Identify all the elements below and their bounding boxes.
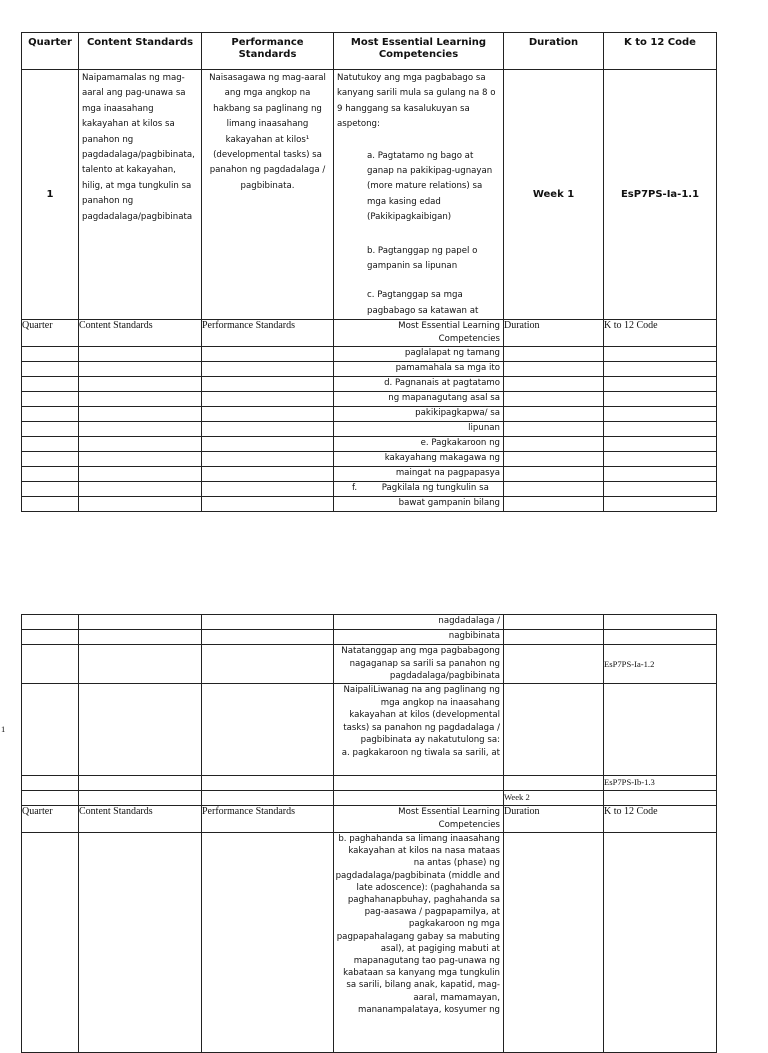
- competency-line: ng mapanagutang asal sa: [334, 392, 504, 407]
- header-code: K to 12 Code: [604, 33, 717, 70]
- table-row: [22, 833, 717, 1053]
- quarter-cell: 1: [22, 70, 79, 320]
- competency-line: lipunan: [334, 422, 504, 437]
- table-row: [22, 684, 717, 776]
- competency-table-1: [21, 32, 717, 512]
- table-row: [22, 407, 717, 422]
- header-duration: Duration: [504, 33, 604, 70]
- header-quarter: Quarter: [22, 33, 79, 70]
- repeat-header-quarter: Quarter: [22, 806, 79, 833]
- competency-line: e. Pagkakaroon ng: [334, 437, 504, 452]
- competency-text: b. paghahanda sa limang inaasahang kakayahan at kilos na nasa mataas na antas (phase) ng pagdadalaga/pagbibinata (middle and late adoscence): (paghahanda sa paghahanapbuhay, paghahanda sa pag-aasawa / pagpapamilya, at pagkakaroon ng mga pagpapahalagang gabay sa mabuting asal), at pagiging mabuti at mapanagutang tao pag-unawa ng kabataan sa kanyang mga tungkulin sa sarili, bilang anak, kapatid, mag-aaral, mamamayan, mananampalataya, kosyumer ng: [334, 833, 504, 1053]
- code-cell: EsP7PS-Ia-1.1: [604, 70, 717, 320]
- code-cell: EsP7PS-Ia-1.2: [604, 645, 717, 684]
- table-row: [22, 776, 717, 791]
- header-content-standards: Content Standards: [79, 33, 202, 70]
- table-row: [22, 422, 717, 437]
- table-row: [22, 630, 717, 645]
- content-standards-cell: Naipamamalas ng mag-aaral ang pag-unawa sa mga inaasahang kakayahan at kilos sa panahon ng pagdadalaga/pagbibinata, talento at kakayahan, hilig, at mga tungkulin sa panahon ng pagdadalaga/pagbibinata: [79, 70, 202, 320]
- code-cell: EsP7PS-Ib-1.3: [604, 776, 717, 791]
- competency-text: [334, 684, 504, 776]
- repeat-header-content: Content Standards: [79, 320, 202, 347]
- repeat-header-content: Content Standards: [79, 806, 202, 833]
- repeat-header-performance: Performance Standards: [202, 806, 334, 833]
- quarter-cell: 1: [1, 684, 58, 776]
- repeat-header-duration: Duration: [504, 320, 604, 347]
- repeat-header-duration: Duration: [504, 806, 604, 833]
- competency-line: nagbibinata: [334, 630, 504, 645]
- competency-table-2: [1, 614, 717, 1053]
- competency-text: Natatanggap ang mga pagbabagong nagaganap sa sarili sa panahon ng pagdadalaga/pagbibinata: [334, 645, 504, 684]
- competency-line: pakikipagkapwa/ sa: [334, 407, 504, 422]
- table-row: [22, 70, 717, 320]
- competencies-cell: [334, 70, 504, 320]
- table-row: [22, 347, 717, 362]
- repeat-header-row: [22, 320, 717, 347]
- competency-item-c: c. Pagtanggap sa mga pagbabago sa katawan at: [367, 290, 479, 316]
- repeat-header-code: K to 12 Code: [604, 806, 717, 833]
- table-row: [22, 645, 717, 684]
- table-row: [22, 452, 717, 467]
- competency-intro: Natutukoy ang mga pagbabago sa kanyang sarili mula sa gulang na 8 o 9 hanggang sa kasalukuyan sa aspetong:: [337, 73, 496, 130]
- competency-line: pamamahala sa mga ito: [334, 362, 504, 377]
- competency-text-main: NaipaliLiwanag na ang paglinang ng mga angkop na inaasahang kakayahan at kilos (developmental tasks) sa panahon ng pagdadalaga / pagbibinata ay nakatutulong sa:: [343, 685, 500, 746]
- header-competencies: Most Essential Learning Competencies: [334, 33, 504, 70]
- competency-line: kakayahang makagawa ng: [334, 452, 504, 467]
- table-row: [22, 377, 717, 392]
- competency-item-a: a. Pagtatamo ng bago at ganap na pakikipag-ugnayan (more mature relations) sa mga kasing edad (Pakikipagkaibigan): [367, 150, 493, 223]
- competency-line: nagdadalaga /: [334, 615, 504, 630]
- competency-line: paglalapat ng tamang: [334, 347, 504, 362]
- competency-item-b: b. Pagtanggap ng papel o gampanin sa lipunan: [367, 245, 478, 272]
- table-row: [22, 497, 717, 512]
- competency-line: maingat na pagpapasya: [334, 467, 504, 482]
- repeat-header-competencies: Most Essential Learning Competencies: [334, 806, 504, 833]
- repeat-header-performance: Performance Standards: [202, 320, 334, 347]
- header-performance-standards: Performance Standards: [202, 33, 334, 70]
- duration-cell: Week 2: [504, 791, 604, 806]
- table-row: [22, 791, 717, 806]
- competency-line: bawat gampanin bilang: [334, 497, 504, 512]
- table-row: [22, 482, 717, 497]
- competency-line: d. Pagnanais at pagtatamo: [334, 377, 504, 392]
- repeat-header-quarter: Quarter: [22, 320, 79, 347]
- performance-standards-cell: Naisasagawa ng mag-aaral ang mga angkop na hakbang sa paglinang ng limang inaasahang kakayahan at kilos¹ (developmental tasks) sa panahon ng pagdadalaga / pagbibinata.: [202, 70, 334, 320]
- repeat-header-competencies: Most Essential Learning Competencies: [334, 320, 504, 347]
- repeat-header-code: K to 12 Code: [604, 320, 717, 347]
- competency-line: f. Pagkilala ng tungkulin sa: [334, 482, 504, 497]
- repeat-header-row: [22, 806, 717, 833]
- competency-text-a: a. pagkakaroon ng tiwala sa sarili, at: [341, 747, 500, 758]
- table-row: [22, 615, 717, 630]
- table-row: [22, 437, 717, 452]
- table-row: [22, 467, 717, 482]
- duration-cell: Week 1: [504, 70, 604, 320]
- table-row: [22, 392, 717, 407]
- header-row: [22, 33, 717, 70]
- table-row: [22, 362, 717, 377]
